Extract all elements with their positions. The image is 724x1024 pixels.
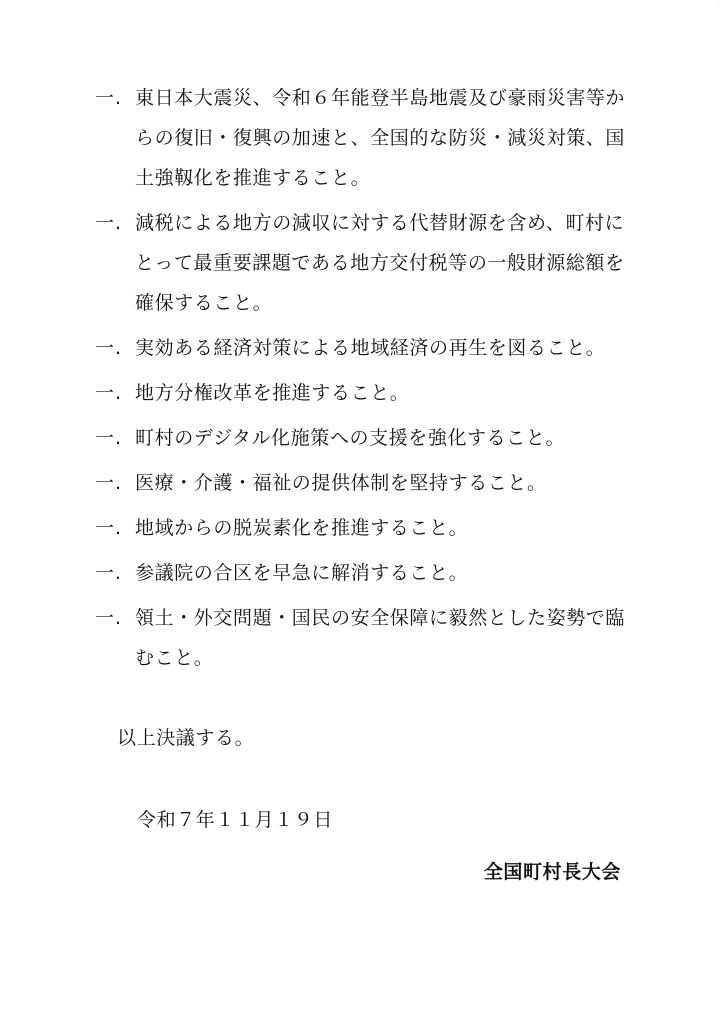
resolution-item (95, 373, 635, 413)
item-text: 地方分権改革を推進すること。 (135, 382, 410, 404)
resolution-item (95, 78, 635, 198)
resolution-item (95, 328, 635, 368)
item-marker: 一. (95, 472, 123, 494)
scan-mark: · (718, 2, 720, 9)
item-text: 東日本大震災、令和６年能登半島地震及び豪雨災害等からの復旧・復興の加速と、全国的な防災・減災対策、国土強靱化を推進すること。 (135, 87, 626, 189)
resolution-item (95, 418, 635, 458)
item-text: 医療・介護・福祉の提供体制を堅持すること。 (135, 472, 547, 494)
resolution-item (95, 508, 635, 548)
item-text: 参議院の合区を早急に解消すること。 (135, 562, 469, 584)
item-text: 町村のデジタル化施策への支援を強化すること。 (135, 427, 566, 449)
resolution-date: 令和７年１１月１９日 (137, 809, 334, 831)
item-text: 領土・外交問題・国民の安全保障に毅然とした姿勢で臨むこと。 (135, 607, 626, 669)
resolution-item (95, 203, 635, 323)
closing-statement: 以上決議する。 (117, 727, 255, 749)
signer-name: 全国町村長大会 (483, 861, 621, 883)
resolution-item (95, 598, 635, 678)
item-text: 減税による地方の減収に対する代替財源を含め、町村にとって最重要課題である地方交付税等の一般財源総額を確保すること。 (135, 212, 625, 314)
resolution-list (95, 78, 635, 683)
item-text: 地域からの脱炭素化を推進すること。 (135, 517, 469, 539)
item-marker: 一. (95, 427, 123, 449)
item-marker: 一. (95, 562, 123, 584)
item-marker: 一. (95, 607, 123, 629)
item-marker: 一. (95, 382, 123, 404)
resolution-item (95, 463, 635, 503)
item-text: 実効ある経済対策による地域経済の再生を図ること。 (135, 337, 606, 359)
item-marker: 一. (95, 517, 123, 539)
resolution-item (95, 553, 635, 593)
item-marker: 一. (95, 212, 123, 234)
item-marker: 一. (95, 337, 123, 359)
item-marker: 一. (95, 87, 123, 109)
